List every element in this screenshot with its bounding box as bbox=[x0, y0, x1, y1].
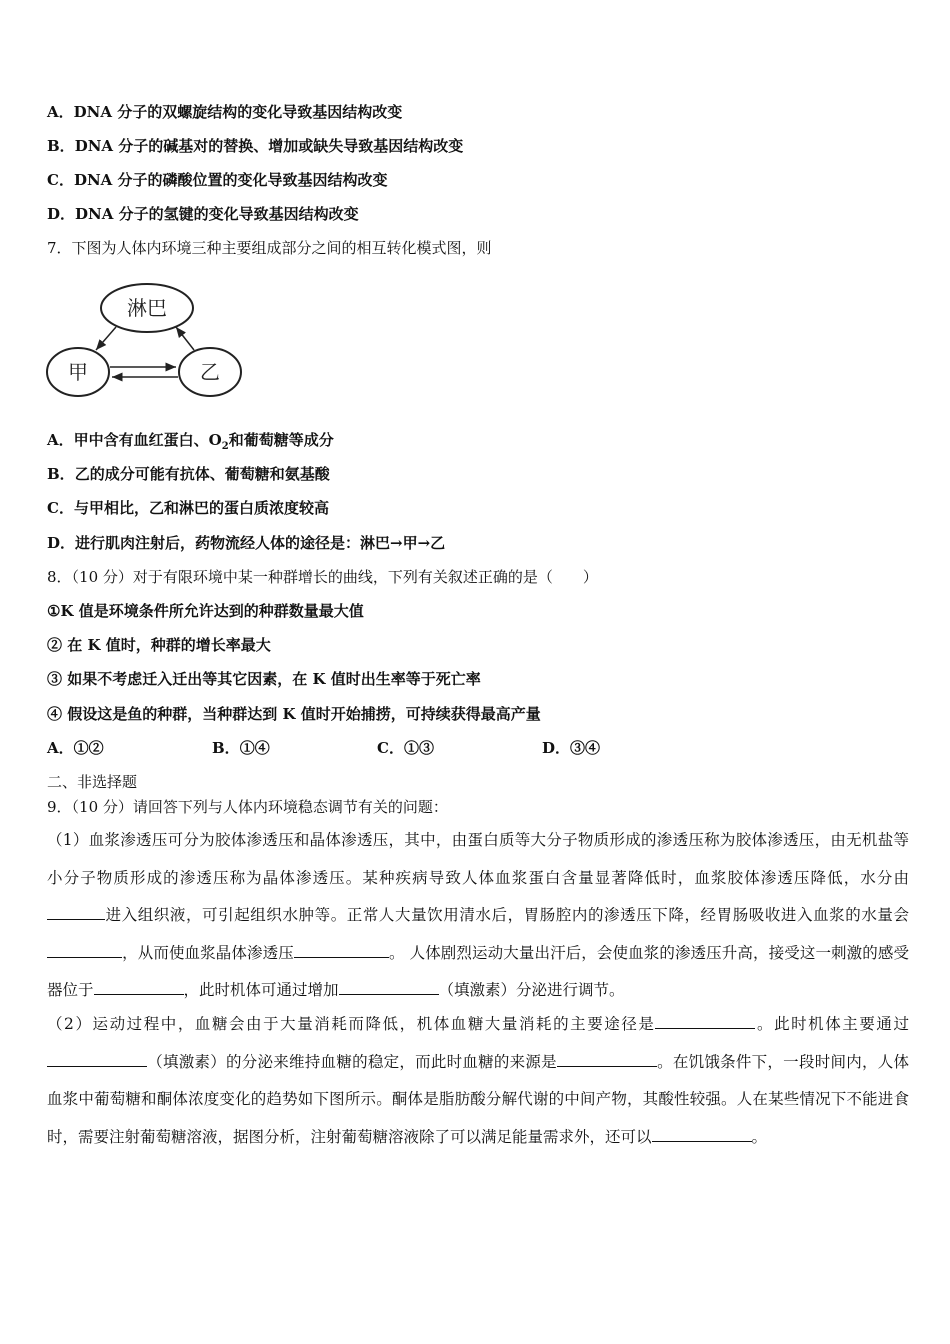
q8-statement-2: ② 在 K 值时，种群的增长率最大 bbox=[47, 636, 271, 654]
q8-statement-4: ④ 假设这是鱼的种群，当种群达到 K 值时开始捕捞，可持续获得最高产量 bbox=[47, 705, 541, 723]
arrow-yi-to-lymph bbox=[176, 327, 194, 350]
lymph-label: 淋巴 bbox=[127, 296, 167, 320]
answer-blank[interactable] bbox=[47, 943, 122, 958]
body-fluid-diagram bbox=[44, 282, 249, 402]
q8-statement-1: ①K 值是环境条件所允许达到的种群数量最大值 bbox=[47, 602, 364, 620]
q8-stem: 8．（10 分）对于有限环境中某一种群增长的曲线，下列有关叙述正确的是（ ） bbox=[47, 568, 598, 586]
answer-blank[interactable] bbox=[294, 943, 389, 958]
q7-option-a: A．甲中含有血红蛋白、$O_2$和葡萄糖等成分 bbox=[47, 431, 334, 452]
answer-blank[interactable] bbox=[655, 1014, 755, 1029]
q8-statement-3: ③ 如果不考虑迁入迁出等其它因素，在 K 值时出生率等于死亡率 bbox=[47, 670, 481, 688]
q7-stem: 7．下图为人体内环境三种主要组成部分之间的相互转化模式图，则 bbox=[47, 239, 492, 257]
q9-stem: 9．（10 分）请回答下列与人体内环境稳态调节有关的问题： bbox=[47, 798, 448, 816]
q8-choice-c: C．①③ bbox=[377, 739, 434, 757]
q9-part-2: （2）运动过程中，血糖会由于大量消耗而降低，机体血糖大量消耗的主要途径是 。此时机体主要通过（填激素）的分泌来维持血糖的稳定，而此时血糖的来源是 。在饥饿条件下，一段时间内，人体血浆中葡萄糖和酮体浓度变化的趋势如下图所示。酮体是脂肪酸分解代谢的中间产物，其酸性较强。人在某些情况下不能进食时，需要注射葡萄糖溶液，据图分析，注射葡萄糖溶液除了可以满足能量需求外，还可以 。 bbox=[47, 1015, 909, 1146]
q8-choice-b: B．①④ bbox=[212, 739, 270, 757]
q8-choice-a: A．①② bbox=[47, 739, 104, 757]
q7-option-c: C．与甲相比，乙和淋巴的蛋白质浓度较高 bbox=[47, 499, 329, 517]
section-heading: 二、非选择题 bbox=[47, 773, 138, 791]
answer-blank[interactable] bbox=[47, 905, 105, 920]
q7-option-d: D．进行肌肉注射后，药物流经人体的途径是：淋巴→甲→乙 bbox=[47, 534, 446, 552]
q6-option-d: D．DNA 分子的氢键的变化导致基因结构改变 bbox=[47, 205, 359, 223]
q9-part-1: （1）血浆渗透压可分为胶体渗透压和晶体渗透压，其中，由蛋白质等大分子物质形成的渗透压称为胶体渗透压，由无机盐等小分子物质形成的渗透压称为晶体渗透压。某种疾病导致人体血浆蛋白含量显著降低时，血浆胶体渗透压降低，水分由进入组织液，可引起组织水肿等。正常人大量饮用清水后，胃肠腔内的渗透压下降，经胃肠吸收进入血浆的水量会，从而使血浆晶体渗透压 。 人体剧烈运动大量出汗后，会使血浆的渗透压升高，接受这一刺激的感受器位于 ，此时机体可通过增加 （填激素）分泌进行调节。 bbox=[47, 831, 909, 999]
answer-blank[interactable] bbox=[557, 1052, 657, 1067]
q7-option-b: B．乙的成分可能有抗体、葡萄糖和氨基酸 bbox=[47, 465, 330, 483]
arrow-lymph-to-jia bbox=[96, 327, 116, 350]
answer-blank[interactable] bbox=[339, 980, 439, 995]
q6-option-c: C．DNA 分子的磷酸位置的变化导致基因结构改变 bbox=[47, 171, 388, 189]
answer-blank[interactable] bbox=[652, 1127, 752, 1142]
q6-option-b: B．DNA 分子的碱基对的替换、增加或缺失导致基因结构改变 bbox=[47, 137, 464, 155]
q8-choice-d: D．③④ bbox=[542, 739, 601, 757]
yi-label: 乙 bbox=[200, 360, 220, 384]
jia-label: 甲 bbox=[68, 360, 88, 384]
q6-option-a: A．DNA 分子的双螺旋结构的变化导致基因结构改变 bbox=[47, 103, 403, 121]
answer-blank[interactable] bbox=[47, 1052, 147, 1067]
answer-blank[interactable] bbox=[94, 980, 184, 995]
